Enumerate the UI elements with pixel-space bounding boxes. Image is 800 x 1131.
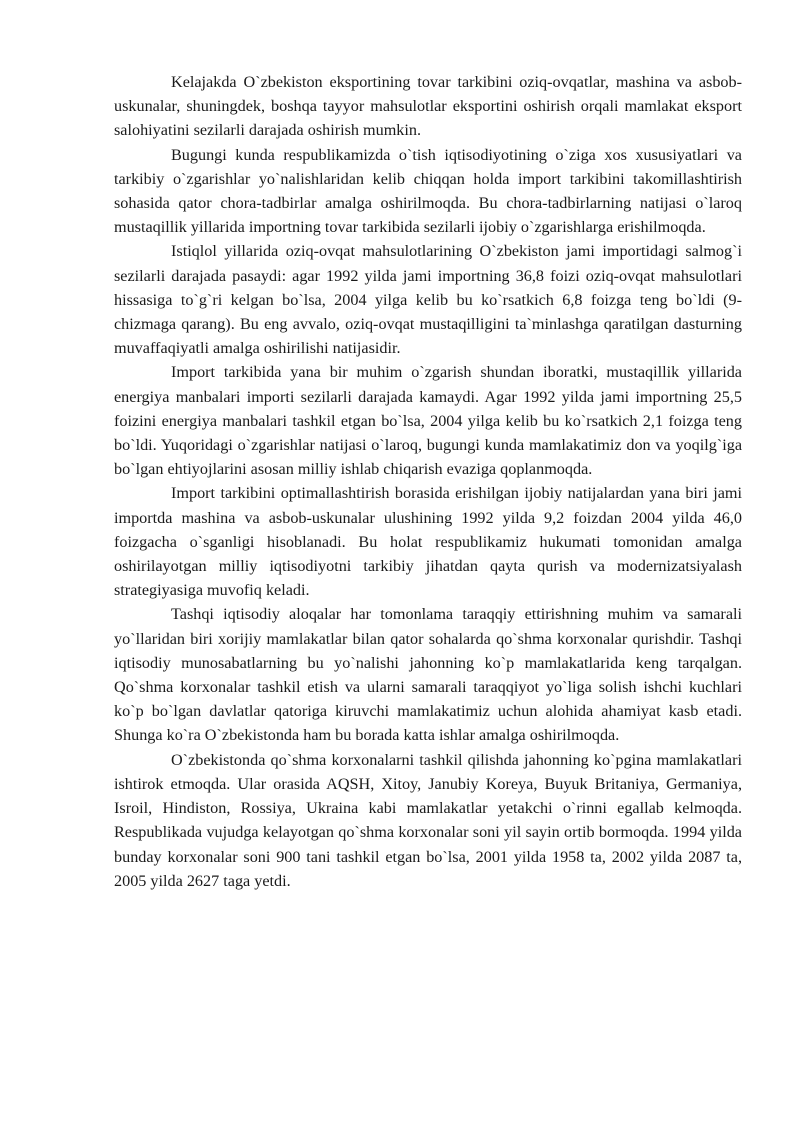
document-page	[114, 70, 742, 893]
paragraph-food-imports: Istiqlol yillarida oziq-ovqat mahsulotlarining O`zbekiston jami importidagi salmog`i sezilarli darajada pasaydi: agar 1992 yilda jami importning 36,8 foizi oziq-ovqat mahsulotlari hissasiga to`g`ri kelgan bo`lsa, 2004 yilga kelib bu ko`rsatkich 6,8 foizga teng bo`ldi (9-chizmaga qarang). Bu eng avvalo, oziq-ovqat mustaqilligini ta`minlashga qaratilgan dasturning muvaffaqiyatli amalga oshirilishi natijasidir.	[114, 242, 742, 358]
paragraph-energy-imports: Import tarkibida yana bir muhim o`zgarish shundan iboratki, mustaqillik yillarida energiya manbalari importi sezilarli darajada kamaydi. Agar 1992 yilda jami importning 25,5 foizini energiya manbalari tashkil etgan bo`lsa, 2004 yilga kelib bu ko`rsatkich 2,1 foizga teng bo`ldi. Yuqoridagi o`zgarishlar natijasi o`laroq, bugungi kunda mamlakatimiz don va yoqilg`iga bo`lgan ehtiyojlarini asosan milliy ishlab chiqarish evaziga qoplanmoqda.	[114, 363, 742, 479]
paragraph-export-potential: Kelajakda O`zbekiston eksportining tovar tarkibini oziq-ovqatlar, mashina va asbob-uskunalar, shuningdek, boshqa tayyor mahsulotlar eksportini oshirish orqali mamlakat eksport salohiyatini sezilarli darajada oshirish mumkin.	[114, 73, 742, 140]
paragraph-import-structure: Bugungi kunda respublikamizda o`tish iqtisodiyotining o`ziga xos xususiyatlari va tarkibiy o`zgarishlar yo`nalishlaridan kelib chiqqan holda import tarkibini takomillashtirish sohasida qator chora-tadbirlar amalga oshirilmoqda. Bu chora-tadbirlarning natijasi o`laroq mustaqillik yillarida importning tovar tarkibida sezilarli ijobiy o`zgarishlarga erishilmoqda.	[114, 145, 742, 237]
paragraph-machinery-imports: Import tarkibini optimallashtirish borasida erishilgan ijobiy natijalardan yana biri jami importda mashina va asbob-uskunalar ulushining 1992 yilda 9,2 foizdan 2004 yilda 46,0 foizgacha o`sganligi hisoblanadi. Bu holat respublikamiz hukumati tomonidan amalga oshirilayotgan milliy iqtisodiyotni tarkibiy jihatdan qayta qurish va modernizatsiyalash strategiyasiga muvofiq keladi.	[114, 484, 742, 600]
paragraph-joint-venture-countries: O`zbekistonda qo`shma korxonalarni tashkil qilishda jahonning ko`pgina mamlakatlari ishtirok etmoqda. Ular orasida AQSH, Xitoy, Janubiy Koreya, Buyuk Britaniya, Germaniya, Isroil, Hindiston, Rossiya, Ukraina kabi mamlakatlar yetakchi o`rinni egallab kelmoqda. Respublikada vujudga kelayotgan qo`shma korxonalar soni yil sayin ortib bormoqda. 1994 yilda bunday korxonalar soni 900 tani tashkil etgan bo`lsa, 2001 yilda 1958 ta, 2002 yilda 2087 ta, 2005 yilda 2627 taga yetdi.	[114, 750, 742, 890]
paragraph-joint-ventures: Tashqi iqtisodiy aloqalar har tomonlama taraqqiy ettirishning muhim va samarali yo`llaridan biri xorijiy mamlakatlar bilan qator sohalarda qo`shma korxonalar qurishdir. Tashqi iqtisodiy munosabatlarning bu yo`nalishi jahonning ko`p mamlakatlarida keng tarqalgan. Qo`shma korxonalar tashkil etish va ularni samarali taraqqiyot yo`liga solish ishchi kuchlari ko`p bo`lgan davlatlar qatoriga kiruvchi mamlakatimiz uchun alohida ahamiyat kasb etadi. Shunga ko`ra O`zbekistonda ham bu borada katta ishlar amalga oshirilmoqda.	[114, 605, 742, 745]
